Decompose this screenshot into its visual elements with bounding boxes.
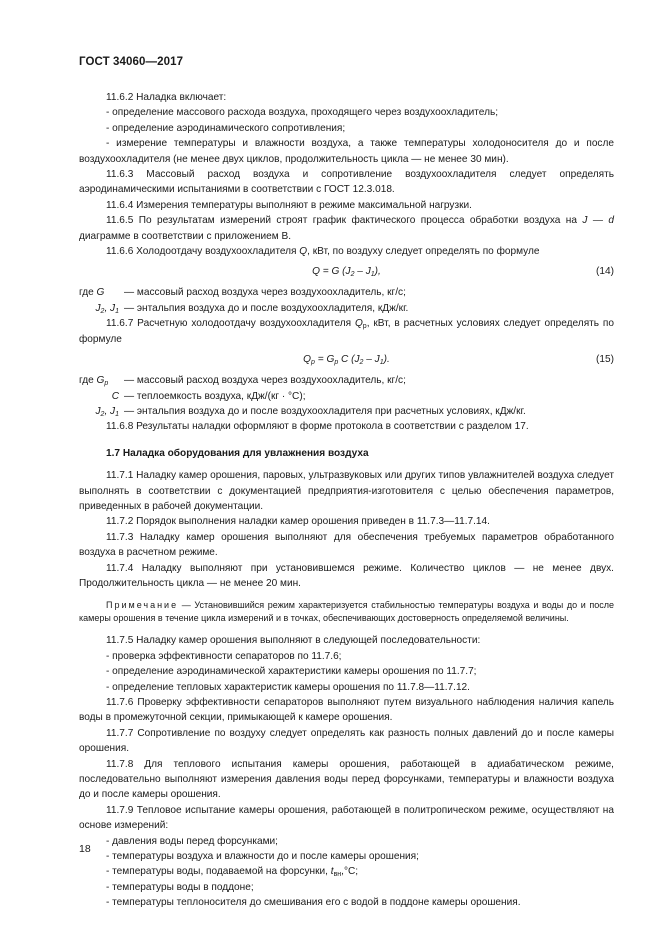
paragraph-11-7-3: 11.7.3 Наладку камер орошения выполняют для обеспечения требуемых параметров обработанного воздуха в расчетном режиме. — [79, 531, 614, 559]
document-header: ГОСТ 34060—2017 — [79, 56, 184, 68]
definition-text: — энтальпия воздуха до и после воздухоохладителя при расчетных условиях, кДж/кг. — [124, 405, 526, 417]
formula-15-part: C (J — [341, 354, 360, 366]
list-item-text: - температуры воды, подаваемой на форсунки, — [106, 866, 328, 878]
paragraph-11-6-5-text-end: диаграмме в соответствии с приложением В. — [79, 230, 291, 242]
formula-14-part: ), — [374, 266, 381, 278]
list-item: - проверка эффективности сепараторов по 11.7.6; — [106, 650, 342, 662]
paragraph-11-7-5: 11.7.5 Наладку камер орошения выполняют в следующей последовательности: — [106, 635, 481, 647]
p-subscript: р — [362, 323, 367, 331]
paragraph-11-6-7-text-end: , кВт, в расчетных условиях следует определять по формуле — [79, 318, 614, 345]
list-item: - температуры воздуха и влажности до и после камеры орошения; — [106, 851, 419, 863]
where-word: где — [79, 287, 94, 299]
page-number: 18 — [79, 843, 91, 855]
list-item: - определение аэродинамической характеристики камеры орошения по 11.7.7; — [106, 666, 477, 678]
list-item — [79, 864, 614, 879]
formula-14 — [79, 259, 614, 285]
definition-text: — энтальпия воздуха до и после воздухоохладителя, кДж/кг. — [124, 302, 409, 314]
definition-row — [79, 389, 614, 404]
paragraph-11-6-4: 11.6.4 Измерения температуры выполняют в режиме максимальной нагрузки. — [106, 199, 472, 211]
formula-15-part: ). — [383, 354, 390, 366]
definition-row — [79, 373, 614, 388]
vn-subscript: вн — [333, 871, 342, 879]
paragraph-11-6-2: 11.6.2 Наладка включает: — [106, 92, 227, 103]
formula-15-expression: $Q_р = G_р$ C $(J_2 - J_1)$. — [303, 354, 390, 367]
definition-symbol: С — [111, 390, 119, 402]
definition-symbol — [79, 285, 119, 300]
formula-14-number: (14) — [596, 266, 614, 278]
paragraph-11-6-5 — [79, 213, 614, 244]
formula-14-expression: Q = G $(J_2 - J_1)$, — [312, 266, 381, 279]
definition-row — [79, 285, 614, 300]
definition-symbol: где $G_р$ — [79, 375, 109, 388]
paragraph-11-6-6-text-end: , кВт, по воздуху следует определять по формуле — [307, 246, 540, 258]
paragraph-11-7-6: 11.7.6 Проверку эффективности сепараторов выполняют путем визуального наблюдения наличия капель воды в промежуточной секции, примыкающей к камере орошения. — [79, 697, 614, 724]
document-body — [79, 90, 614, 911]
definition-row — [79, 404, 614, 419]
paragraph-11-6-6-text: 11.6.6 Холодоотдачу воздухоохладителя — [106, 246, 297, 258]
formula-15-number: (15) — [596, 354, 614, 366]
paragraph-11-6-7-text: 11.6.7 Расчетную холодоотдачу воздухоохладителя — [106, 318, 352, 330]
formula-14-part: – J — [357, 266, 371, 278]
paragraph-11-7-2: 11.7.2 Порядок выполнения наладки камер орошения приведен в 11.7.3—11.7.14. — [106, 516, 490, 528]
qp-symbol: Q — [354, 318, 363, 330]
paragraph-11-6-7 — [79, 316, 614, 347]
paragraph-11-7-4: 11.7.4 Наладку выполняют при установившемся режиме. Количество циклов — не менее двух. Продолжительность цикла — не менее 20 мин. — [79, 562, 614, 589]
formula-14-part: Q = G (J — [312, 266, 351, 278]
definition-text: — массовый расход воздуха через воздухоохладитель, кг/с; — [124, 287, 406, 299]
list-item: - температуры воды в поддоне; — [106, 881, 254, 893]
j-d-symbol: J — d — [582, 215, 614, 227]
formula-15-part: – J — [366, 354, 380, 366]
list-item: - определение тепловых характеристик камеры орошения по 11.7.8—11.7.12. — [106, 681, 470, 693]
definition-symbol: $J_2$, $J_1$ — [95, 405, 119, 418]
q-symbol: Q — [299, 246, 308, 258]
formula-15 — [79, 347, 614, 373]
definition-text: — массовый расход воздуха через воздухоохладитель, кг/с; — [124, 375, 406, 387]
note-text: — Установившийся режим характеризуется стабильностью температуры воздуха и воды до и после камеры орошения в течение цикла измерений и в точках, обеспечивающих достоверность определяемой величины. — [79, 600, 614, 624]
paragraph-11-6-5-text: 11.6.5 По результатам измерений строят график фактического процесса обработки воздуха на — [106, 215, 577, 227]
list-item: - определение аэродинамического сопротивления; — [106, 122, 346, 134]
list-item-text-end: ,°С; — [341, 866, 359, 878]
definition-text: — теплоемкость воздуха, кДж/(кг · °С); — [124, 390, 306, 402]
note — [79, 599, 614, 625]
paragraph-11-6-6 — [79, 244, 614, 259]
t-symbol: t — [330, 866, 334, 878]
paragraph-11-7-7: 11.7.7 Сопротивление по воздуху следует определять как разность полных давлений до и после камеры орошения. — [79, 727, 614, 755]
paragraph-11-6-8: 11.6.8 Результаты наладки оформляют в форме протокола в соответствии с разделом 17. — [106, 421, 529, 433]
list-item: - давления воды перед форсунками; — [106, 835, 278, 847]
paragraph-11-7-1: 11.7.1 Наладку камер орошения, паровых, ультразвуковых или других типов увлажнителей воздуха следует выполнять в соответствии с документацией предприятия-изготовителя с целью обеспечения параметров, приведенных в рабочей документации. — [79, 470, 614, 512]
list-item: - определение массового расхода воздуха, проходящего через воздухоохладитель; — [106, 107, 499, 119]
j-symbol: J — [95, 302, 101, 314]
definition-symbol: $J_2$, $J_1$ — [95, 302, 119, 315]
list-item: - температуры теплоносителя до смешивания его с водой в поддоне камеры орошения. — [106, 897, 521, 909]
list-item: - измерение температуры и влажности воздуха, а также температуры холодоносителя до и после воздухоохладителя (не менее двух циклов, продолжительность цикла — не менее 30 мин). — [79, 138, 614, 165]
formula-15-part: Q — [303, 354, 312, 366]
paragraph-11-7-9: 11.7.9 Тепловое испытание камеры орошения, работающей в политропическом режиме, осуществляют на основе измерений: — [79, 804, 614, 832]
paragraph-11-7-8: 11.7.8 Для теплового испытания камеры орошения, работающей в адиабатическом режиме, последовательно выполняют измерения давления воды перед форсунками, температуры и влажности воздуха до и после камеры орошения. — [79, 758, 614, 801]
section-heading: 1.7 Наладка оборудования для увлажнения воздуха — [106, 447, 369, 459]
note-label: Примечание — [106, 600, 179, 611]
definition-row — [79, 301, 614, 316]
g-symbol: G — [96, 287, 105, 299]
formula-15-part: = G — [317, 354, 335, 366]
paragraph-11-6-3: 11.6.3 Массовый расход воздуха и сопротивление воздухоохладителя следует определять аэродинамическими испытаниями в соответствии с ГОСТ 12.3.018. — [79, 169, 614, 196]
